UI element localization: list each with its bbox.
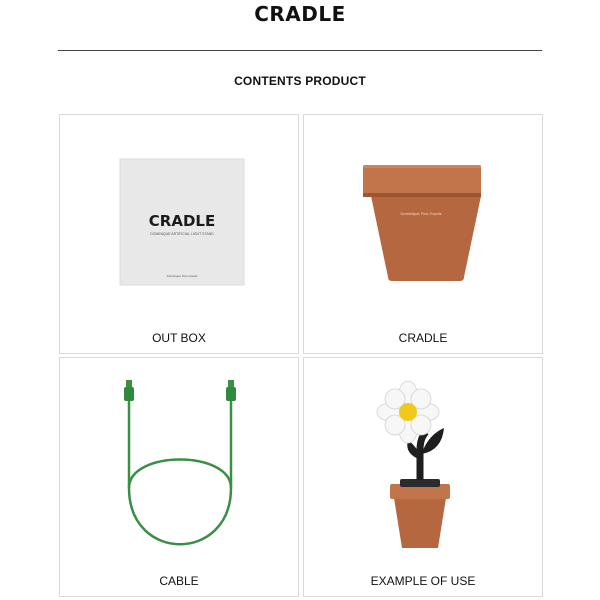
title-divider — [58, 50, 542, 51]
product-card-cable — [59, 357, 299, 597]
page-title: CRADLE — [254, 2, 346, 26]
caption-cable: CABLE — [159, 574, 199, 588]
product-card-out-box — [59, 114, 299, 354]
product-box-image — [60, 115, 300, 355]
box-title-text: CRADLE — [148, 212, 216, 230]
caption-cradle: CRADLE — [398, 331, 448, 345]
product-card-example-of-use — [303, 357, 543, 597]
box-subtitle-text: DOMINIQUE ARTIFICIAL LIGHT STAND — [150, 232, 214, 236]
caption-example-of-use: EXAMPLE OF USE — [370, 574, 476, 588]
caption-out-box: OUT BOX — [152, 331, 206, 345]
section-title: CONTENTS PRODUCT — [234, 74, 366, 88]
product-card-cradle — [303, 114, 543, 354]
pot-logo-text: Dominique Fine Goods — [400, 211, 442, 216]
usb-c-cable-image — [60, 358, 300, 598]
daisy-in-pot-image — [304, 358, 544, 598]
box-logo-text: Dominique Fine Goods — [166, 274, 198, 278]
flower-pot-image — [304, 115, 544, 355]
